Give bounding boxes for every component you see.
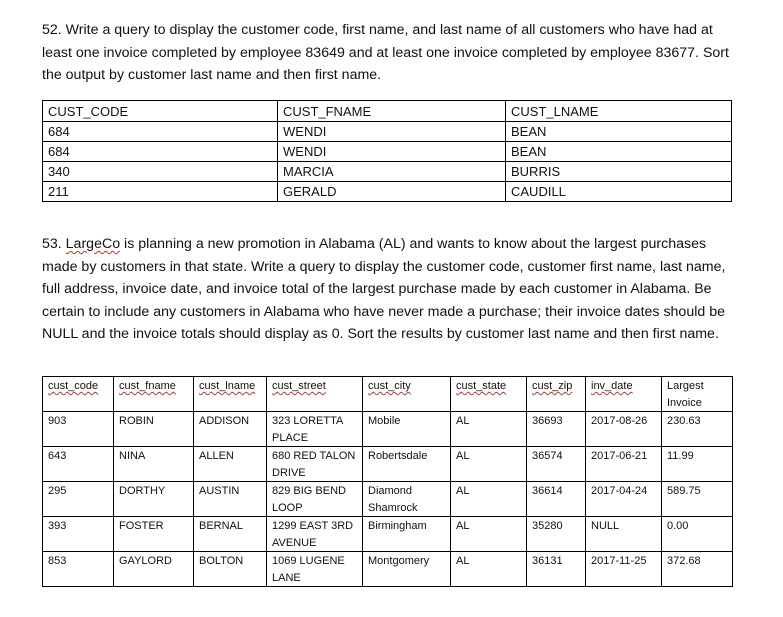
table-cell: ALLEN <box>194 447 267 482</box>
column-header-label: cust_code <box>48 380 99 392</box>
table-cell: 35280 <box>527 517 586 552</box>
column-header <box>43 377 114 412</box>
table-cell: 684 <box>43 142 278 162</box>
table-cell: Birmingham <box>363 517 451 552</box>
table-cell: ROBIN <box>114 412 194 447</box>
column-header-label: cust_state <box>456 380 507 392</box>
table-cell: 2017-08-26 <box>586 412 662 447</box>
table-row <box>43 162 732 182</box>
table-cell: Mobile <box>363 412 451 447</box>
table-cell: 643 <box>43 447 114 482</box>
table-cell: BEAN <box>506 122 732 142</box>
table-cell: AL <box>451 412 527 447</box>
table-cell: AL <box>451 482 527 517</box>
question-53-number: 53. <box>42 236 66 252</box>
question-53-text: is planning a new promotion in Alabama (AL) and wants to know about the largest purchases made by customers in that state. Write a query to display the customer code, customer first name, last name, full address, invoice date, and invoice total of the largest purchase made by each customer in Alabama. Be certain to include any customers in Alabama who have never made a purchase; their invoice dates should be NULL and the invoice totals should display as 0. Sort the results by customer last name and then first name. <box>42 236 726 343</box>
table-cell: DORTHY <box>114 482 194 517</box>
column-header-label: inv_date <box>591 380 633 392</box>
table-cell: AL <box>451 517 527 552</box>
table-cell: 36693 <box>527 412 586 447</box>
table-header-row <box>43 377 733 412</box>
table-cell: 36131 <box>527 552 586 587</box>
company-name: LargeCo <box>65 236 121 252</box>
table-cell: 2017-11-25 <box>586 552 662 587</box>
column-header <box>194 377 267 412</box>
table-row <box>43 122 732 142</box>
table-cell: 11.99 <box>662 447 733 482</box>
column-header-label: cust_city <box>368 380 411 392</box>
table-cell: Robertsdale <box>363 447 451 482</box>
table-cell: 393 <box>43 517 114 552</box>
table-cell: ADDISON <box>194 412 267 447</box>
result-table-52 <box>42 100 732 202</box>
table-cell: 680 RED TALON DRIVE <box>267 447 363 482</box>
column-header: CUST_CODE <box>43 101 278 122</box>
column-header <box>527 377 586 412</box>
table-cell: 36574 <box>527 447 586 482</box>
table-cell: 1069 LUGENE LANE <box>267 552 363 587</box>
table-cell: 829 BIG BEND LOOP <box>267 482 363 517</box>
table-cell: WENDI <box>278 142 506 162</box>
table-cell: AUSTIN <box>194 482 267 517</box>
table-cell: 2017-04-24 <box>586 482 662 517</box>
table-cell: GAYLORD <box>114 552 194 587</box>
table-cell: 340 <box>43 162 278 182</box>
table-row <box>43 447 733 482</box>
column-header <box>267 377 363 412</box>
table-cell: 295 <box>43 482 114 517</box>
table-header-row <box>43 101 732 122</box>
table-cell: WENDI <box>278 122 506 142</box>
table-cell: 230.63 <box>662 412 733 447</box>
table-cell: 0.00 <box>662 517 733 552</box>
table-cell: BERNAL <box>194 517 267 552</box>
table-cell: 903 <box>43 412 114 447</box>
table-cell: FOSTER <box>114 517 194 552</box>
table-row <box>43 142 732 162</box>
table-row <box>43 182 732 202</box>
column-header: CUST_FNAME <box>278 101 506 122</box>
table-cell: BEAN <box>506 142 732 162</box>
table-cell: 2017-06-21 <box>586 447 662 482</box>
table-cell: GERALD <box>278 182 506 202</box>
column-header <box>114 377 194 412</box>
column-header-label: cust_fname <box>119 380 176 392</box>
table-cell: NULL <box>586 517 662 552</box>
question-53 <box>42 233 742 346</box>
table-cell: Montgomery <box>363 552 451 587</box>
table-cell: AL <box>451 447 527 482</box>
table-cell: 684 <box>43 122 278 142</box>
question-52: 52. Write a query to display the customer code, first name, and last name of all customers who have had at least one invoice completed by employee 83649 and at least one invoice completed by employee 83677. Sort the output by customer last name and then first name. <box>42 22 729 84</box>
table-cell: AL <box>451 552 527 587</box>
table-cell: 211 <box>43 182 278 202</box>
table-cell: 323 LORETTA PLACE <box>267 412 363 447</box>
column-header <box>363 377 451 412</box>
table-row <box>43 412 733 447</box>
column-header-label: cust_zip <box>532 380 573 392</box>
table-cell: Diamond Shamrock <box>363 482 451 517</box>
column-header-label: cust_street <box>272 380 326 392</box>
table-row <box>43 552 733 587</box>
table-row <box>43 517 733 552</box>
table-cell: 36614 <box>527 482 586 517</box>
table-cell: 853 <box>43 552 114 587</box>
column-header <box>451 377 527 412</box>
table-cell: BOLTON <box>194 552 267 587</box>
table-cell: 589.75 <box>662 482 733 517</box>
column-header-label: cust_lname <box>199 380 256 392</box>
table-cell: BURRIS <box>506 162 732 182</box>
table-cell: CAUDILL <box>506 182 732 202</box>
table-cell: 1299 EAST 3RD AVENUE <box>267 517 363 552</box>
column-header <box>586 377 662 412</box>
table-cell: 372.68 <box>662 552 733 587</box>
result-table-53 <box>42 376 733 587</box>
table-cell: NINA <box>114 447 194 482</box>
column-header: Largest Invoice <box>662 377 733 412</box>
table-cell: MARCIA <box>278 162 506 182</box>
table-row <box>43 482 733 517</box>
column-header: CUST_LNAME <box>506 101 732 122</box>
